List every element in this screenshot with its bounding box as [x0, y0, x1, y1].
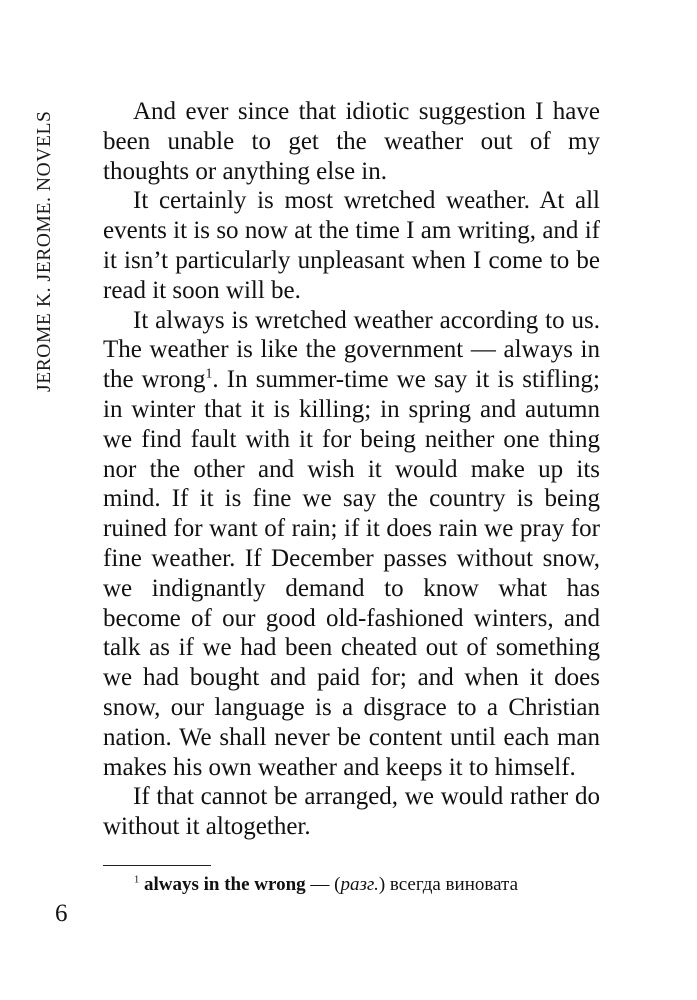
- footnote-reference[interactable]: 1: [205, 365, 213, 381]
- footnote: [134, 873, 518, 897]
- body-text: [103, 97, 600, 842]
- footnote-translation: всегда виновата: [389, 874, 518, 895]
- paragraph: It certainly is most wretched weather. At all events it is so now at the time I am writing, and if it isn’t particularly unpleasant when I come to be read it soon will be.: [103, 187, 600, 304]
- paragraph: [103, 306, 600, 783]
- footnote-dash: — (: [305, 874, 341, 895]
- page-number: 6: [55, 900, 68, 927]
- footnote-divider: [103, 865, 211, 866]
- footnote-term: always in the wrong: [143, 874, 306, 895]
- paragraph: And ever since that idiotic suggestion I have been unable to get the weather out of my thoughts or anything else in.: [103, 98, 600, 185]
- footnote-close: ): [378, 874, 390, 895]
- running-head-text: JEROME K. JEROME. NOVELS: [34, 110, 55, 392]
- paragraph-text-after-ref: . In summer-time we say it is stifling; in winter that it is killing; in spring and autumn we find fault with it for being neither one thing nor the other and wish it would make up its mind. If it is fine we say the country is being ruined for want of rain; if it does rain we pray for fine weather. If December passes without snow, we indignantly demand to know what has become of our good old-fashioned winters, and talk as if we had been cheated out of something we had bought and paid for; and when it does snow, our language is a disgrace to a Christian nation. We shall never be content until each man makes his own weather and keeps it to himself.: [103, 366, 600, 781]
- footnote-usage-note: разг.: [340, 874, 379, 895]
- footnote-marker: 1: [134, 874, 140, 886]
- paragraph-text-before-ref: It always is wretched weather according to us. The weather is like the government — always in the wrong: [103, 306, 600, 394]
- paragraph: If that cannot be arranged, we would rather do without it altogether.: [103, 783, 600, 841]
